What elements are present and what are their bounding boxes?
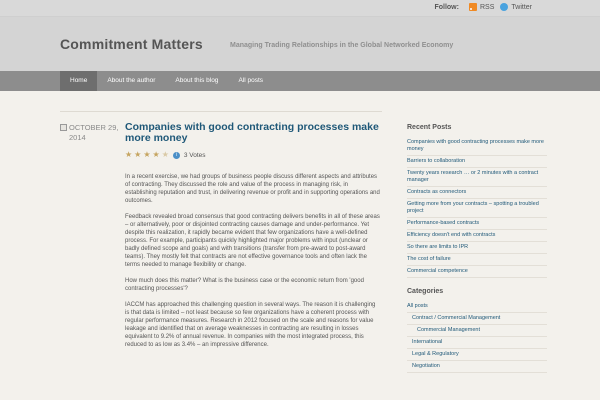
category-link[interactable]: Contract / Commercial Management: [407, 313, 547, 325]
top-bar: [0, 0, 600, 17]
rating-star-2[interactable]: ★: [134, 150, 142, 159]
recent-post-link[interactable]: So there are limits to IPR: [407, 242, 547, 254]
site-description: Managing Trading Relationships in the Global Networked Economy: [230, 42, 454, 49]
rating-star-1[interactable]: ★: [125, 150, 133, 159]
post-rating: [125, 151, 206, 159]
sidebar: [407, 124, 547, 373]
post-paragraph: How much does this matter? What is the business case or the economic return from 'good contracting processes'?: [125, 278, 364, 292]
recent-posts-title: Recent Posts: [407, 124, 452, 131]
recent-posts-list: [407, 137, 547, 278]
post-paragraph: In a recent exercise, we had groups of business people discuss different aspects and attributes of contracting. They discussed the role and value of the process in managing risk, in establishing reputation and trust, in delivering revenue or profit and in supporting operations and outcomes.: [125, 174, 380, 204]
content-divider: [60, 111, 382, 112]
nav-about-author[interactable]: About the author: [107, 77, 156, 84]
rss-icon: [469, 3, 477, 11]
categories-list: [407, 301, 547, 373]
rating-star-3[interactable]: ★: [143, 150, 151, 159]
twitter-icon: [500, 3, 508, 11]
rating-star-5[interactable]: ★: [161, 150, 169, 159]
category-link[interactable]: International: [407, 337, 547, 349]
post-paragraph: Feedback revealed broad consensus that good contracting delivers benefits in all of these areas – or alternatively, poor or disjointed contracting causes damage and under-performance. Yet despite this realization, it rapidly became evident that few organizations have a well-defined process. For example, participants quickly highlighted major problems with input (unclear or badly defined scope and goals) and with transitions (transfer from pre-award to post-award teams). They mostly felt that contracts are not effective governance tools and often lack the terms needed to manage flexibility or change.: [125, 214, 380, 268]
rating-votes: 3 Votes: [183, 151, 206, 159]
calendar-icon: [60, 124, 67, 131]
recent-post-link[interactable]: Efficiency doesn't end with contracts: [407, 230, 547, 242]
rating-star-4[interactable]: ★: [152, 150, 160, 159]
recent-post-link[interactable]: Twenty years research … or 2 minutes with a contract manager: [407, 168, 547, 187]
category-link[interactable]: Legal & Regulatory: [407, 349, 547, 361]
nav-about-blog[interactable]: About this blog: [175, 77, 219, 84]
post-date: [60, 123, 122, 143]
twitter-label: Twitter: [511, 3, 532, 11]
recent-post-link[interactable]: Commercial competence: [407, 266, 547, 278]
post-body: [125, 173, 380, 357]
post-date-line2: 2014: [69, 133, 86, 142]
rss-label: RSS: [479, 3, 495, 11]
twitter-link[interactable]: [500, 3, 532, 11]
category-link[interactable]: Commercial Management: [407, 325, 547, 337]
recent-post-link[interactable]: Performance-based contracts: [407, 218, 547, 230]
post-title[interactable]: Companies with good contracting processes make more money: [125, 121, 379, 144]
main-nav: [0, 71, 600, 91]
categories-title: Categories: [407, 288, 444, 295]
category-link[interactable]: All posts: [407, 301, 547, 313]
post-paragraph: IACCM has approached this challenging question in several ways. The reason it is challenging is that data is limited – not least because so few organizations have a coherent process with regular performance measures. Research in 2012 focused on the scale and reasons for value leakage and identified that on average weaknesses in contracting are resulting in losses equivalent to 9.2% of annual revenue. In companies with the most integrated process, this reduced to as low as 3.4% – an impressive difference.: [125, 302, 376, 348]
follow-links: [434, 3, 532, 11]
post-date-line1: OCTOBER 29,: [69, 123, 119, 132]
site-title[interactable]: Commitment Matters: [60, 36, 203, 52]
recent-post-link[interactable]: Contracts as connectors: [407, 187, 547, 199]
recent-post-link[interactable]: Barriers to collaboration: [407, 156, 547, 168]
nav-all-posts[interactable]: All posts: [238, 77, 264, 84]
info-icon[interactable]: i: [173, 152, 180, 159]
rss-link[interactable]: [469, 3, 494, 11]
recent-post-link[interactable]: Getting more from your contracts – spotting a troubled project: [407, 199, 547, 218]
site-header: [0, 17, 600, 71]
nav-home[interactable]: Home: [60, 71, 97, 91]
recent-post-link[interactable]: Companies with good contracting processes make more money: [407, 137, 547, 156]
recent-post-link[interactable]: The cost of failure: [407, 254, 547, 266]
follow-label: Follow:: [434, 3, 459, 11]
category-link[interactable]: Negotiation: [407, 361, 547, 373]
